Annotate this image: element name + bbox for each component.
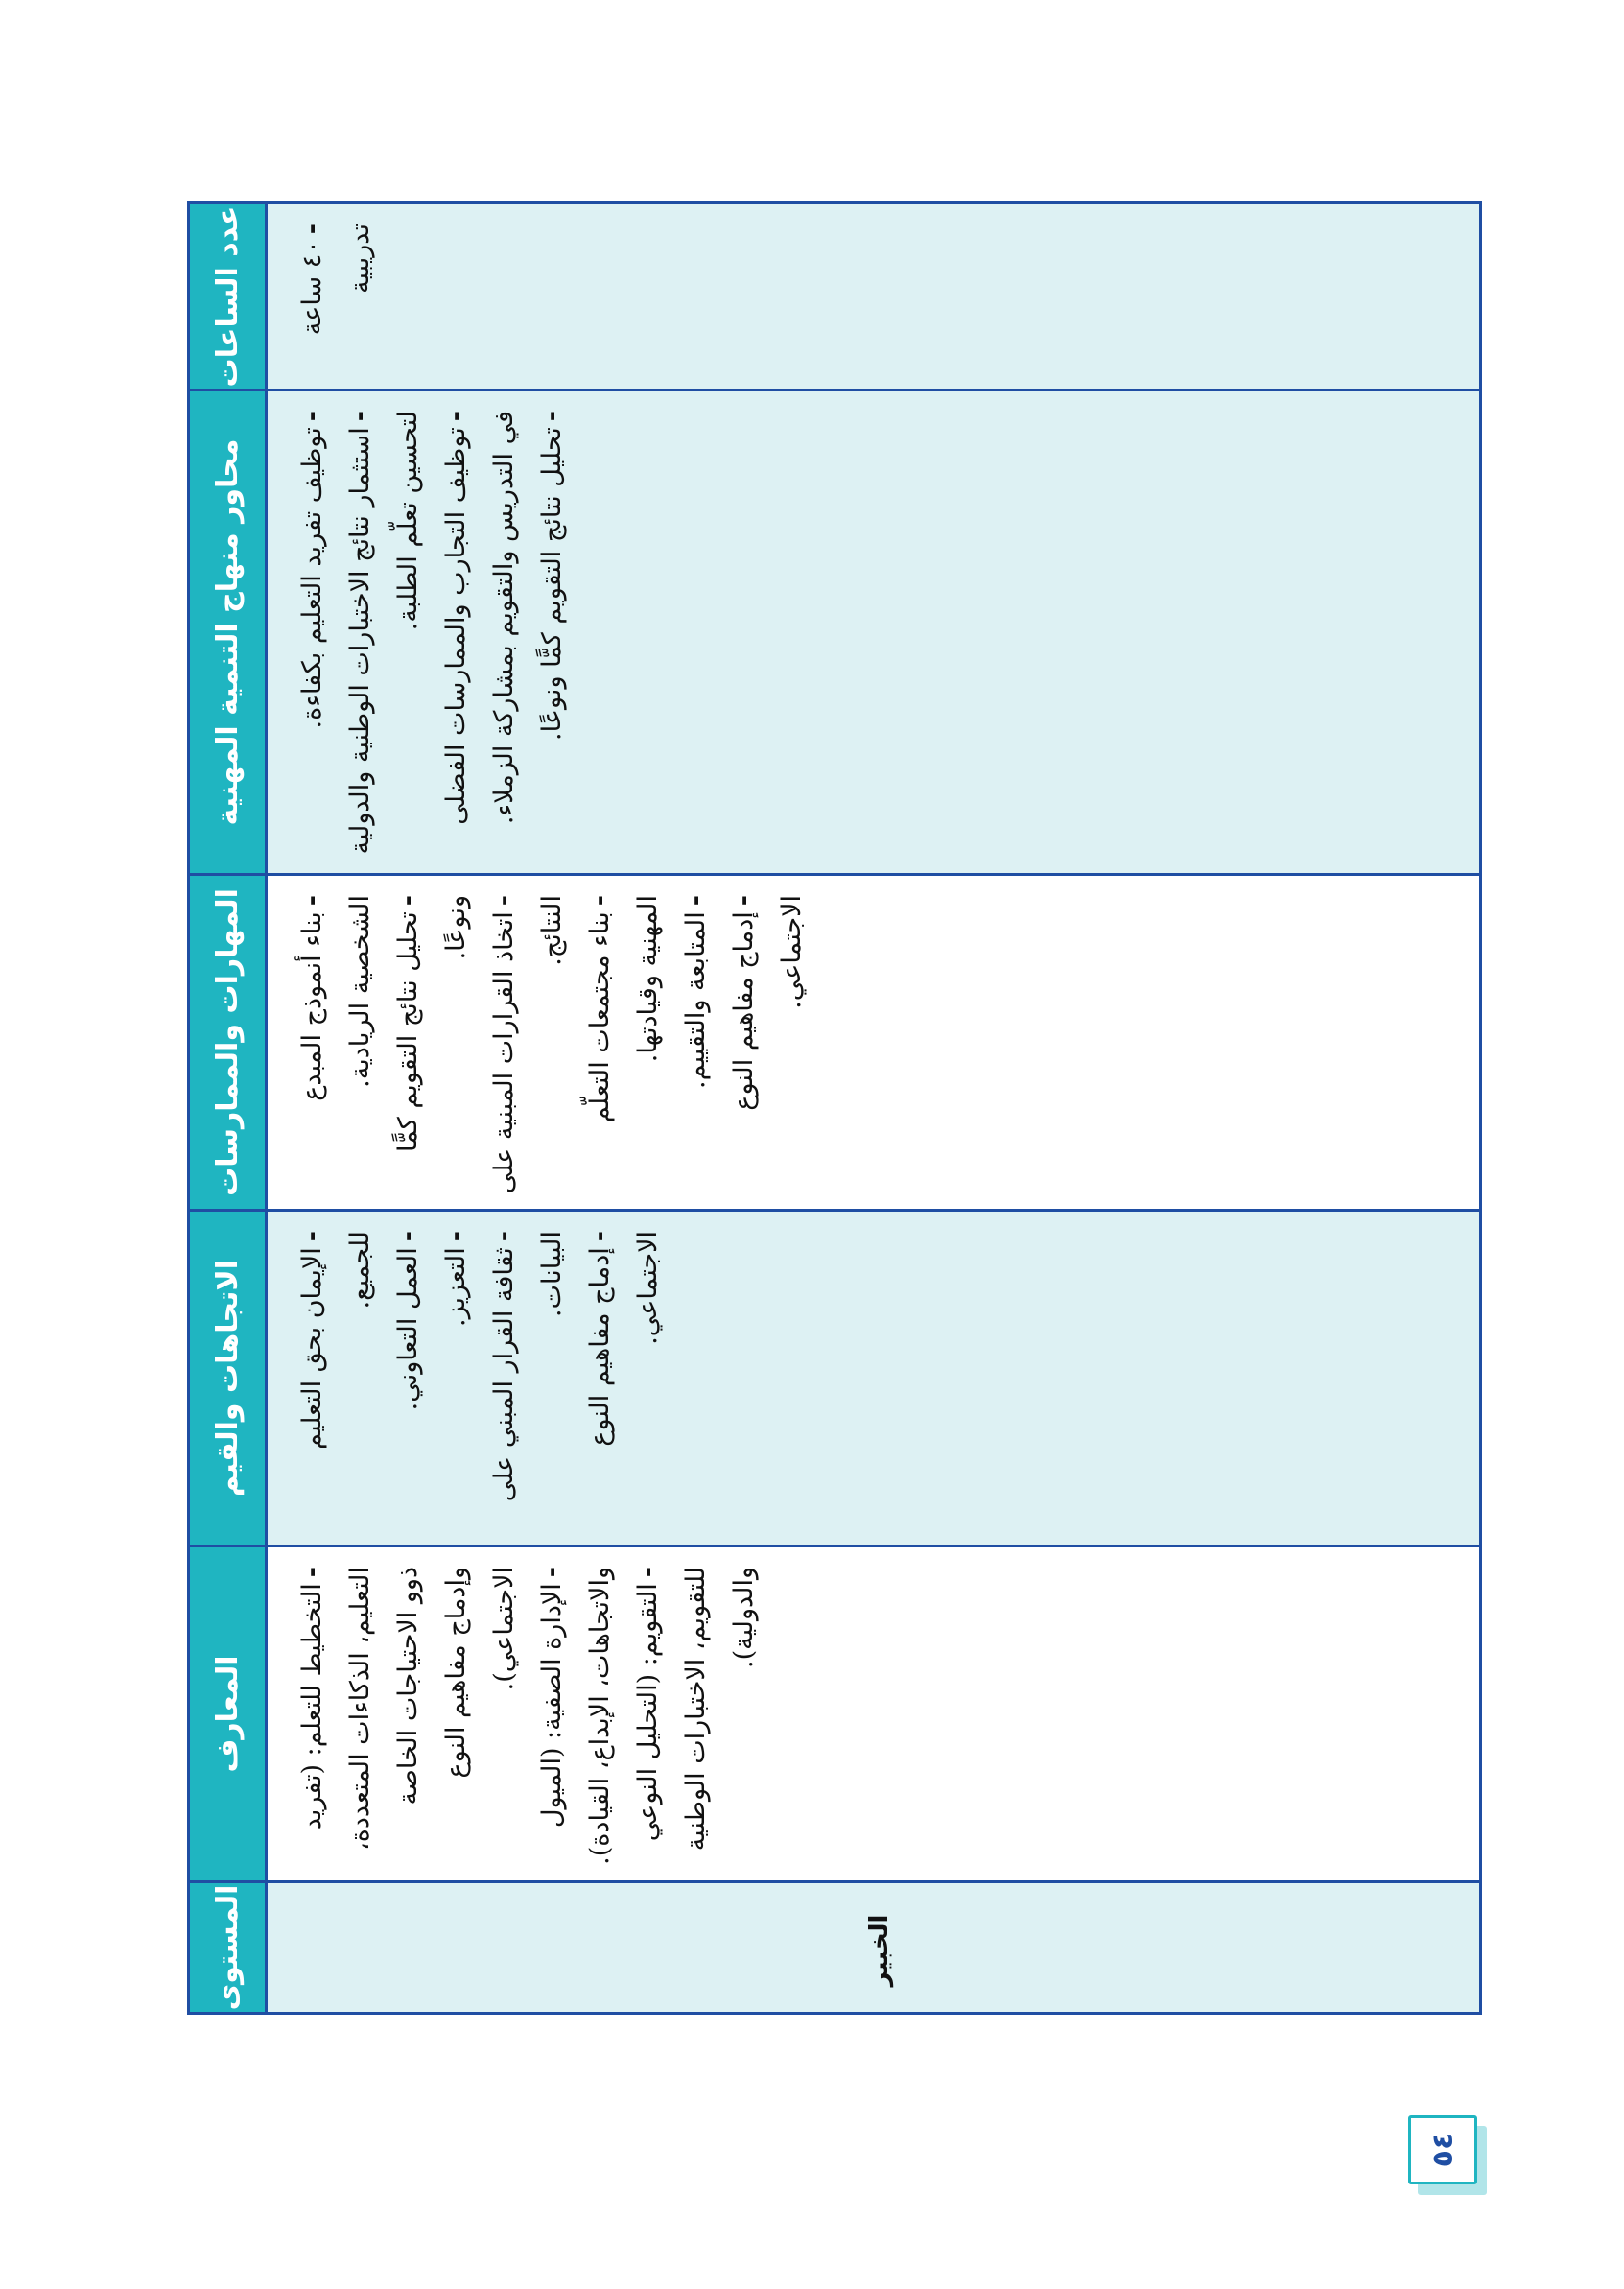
skills-item-text: بناء أنموذج المبدع الشخصية الريادية.: [297, 895, 375, 1101]
bullet-dash: -: [297, 411, 327, 422]
header-skills: المهارات والممارسات: [190, 876, 265, 1212]
axes-item-text: توظيف التجارب والممارسات الفضلى في التدريس والتقويم بمشاركة الزملاء.: [441, 411, 519, 825]
attitudes-item-text: الإيمان بحق التعليم للجميع.: [297, 1231, 375, 1450]
attitudes-item: [289, 1231, 385, 1531]
bullet-dash: -: [537, 1567, 567, 1578]
skills-item-text: المتابعة والتقييم.: [681, 911, 711, 1089]
attitudes-item: [577, 1231, 672, 1531]
skills-item-text: اتخاذ القرارات المبنية على النتائج.: [489, 895, 567, 1194]
skills-item: [577, 895, 672, 1195]
axes-item: [337, 411, 433, 860]
attitudes-item-text: التعزيز.: [441, 1247, 471, 1328]
bullet-dash: -: [585, 895, 615, 907]
knowledge-item-text: التخطيط للتعلم: (تفريد التعليم، الذكاءات المتعددة، ذوو الاحتياجات الخاصة وإدماج مفاهيم النوع الاجتماعي).: [297, 1567, 519, 1851]
header-axes: محاور منهاج التنمية المهنية: [190, 391, 265, 876]
skills-cell: [268, 876, 1479, 1212]
attitudes-item: [385, 1231, 433, 1531]
table-header-row: [190, 204, 268, 2012]
knowledge-item: [529, 1567, 624, 1867]
knowledge-item-text: التقويم: (التحليل النوعي للتقويم، الاختبارات الوطنية والدولية).: [633, 1567, 759, 1852]
axes-item-text: تحليل نتائج التقويم كمًّا ونوعًا.: [537, 427, 567, 741]
axes-item: [433, 411, 529, 860]
bullet-dash: -: [729, 895, 759, 907]
attitudes-item-text: إدماج مفاهيم النوع الاجتماعي.: [585, 1231, 663, 1447]
bullet-dash: -: [441, 411, 471, 422]
attitudes-item-text: العمل التعاوني.: [393, 1247, 423, 1411]
bullet-dash: -: [345, 411, 375, 422]
hours-text: ٤٠ ساعة تدريبية: [297, 224, 375, 336]
hours-item: [289, 224, 385, 375]
skills-item: [672, 895, 720, 1195]
bullet-dash: -: [537, 411, 567, 422]
header-attitudes: الاتجاهات والقيم: [190, 1212, 265, 1547]
skills-item-text: إدماج مفاهيم النوع الاجتماعي.: [729, 895, 807, 1111]
attitudes-cell: [268, 1212, 1479, 1547]
skills-item: [720, 895, 816, 1195]
bullet-dash: -: [297, 1567, 327, 1578]
bullet-dash: -: [585, 1231, 615, 1242]
bullet-dash: -: [297, 224, 327, 235]
bullet-dash: -: [489, 895, 519, 907]
hours-cell: [268, 204, 1479, 391]
header-knowledge: المعارف: [190, 1547, 265, 1883]
skills-item-text: تحليل نتائج التقويم كمًّا ونوعًا.: [393, 895, 471, 1152]
axes-cell: [268, 391, 1479, 876]
competency-table: [187, 201, 1482, 2015]
page-number: ٥٤: [1408, 2115, 1477, 2184]
knowledge-item-text: الإدارة الصفية: (الميول والاتجاهات، الإبداع، القيادة).: [537, 1567, 615, 1865]
level-text: الخبير: [864, 1914, 894, 1987]
bullet-dash: -: [633, 1567, 663, 1578]
axes-item-text: توظيف تفريد التعليم بكفاءة.: [297, 427, 327, 729]
bullet-dash: -: [441, 1231, 471, 1242]
skills-item-text: بناء مجتمعات التعلّم المهنية وقيادتها.: [585, 895, 663, 1123]
bullet-dash: -: [393, 895, 423, 907]
axes-item: [529, 411, 577, 860]
knowledge-cell: [268, 1547, 1479, 1883]
competency-table-wrapper: [187, 201, 1482, 2015]
bullet-dash: -: [297, 895, 327, 907]
skills-item: [289, 895, 385, 1195]
skills-item: [385, 895, 481, 1195]
bullet-dash: -: [393, 1231, 423, 1242]
level-cell: [268, 1883, 1479, 2012]
axes-item: [289, 411, 337, 860]
table-body-row: [268, 204, 1479, 2012]
axes-item-text: استثمار نتائج الاختبارات الوطنية والدولية لتحسين تعلّم الطلبة.: [345, 411, 423, 855]
bullet-dash: -: [489, 1231, 519, 1242]
attitudes-item-text: ثقافة القرار المبني على البيانات.: [489, 1231, 567, 1502]
header-hours: عدد الساعات: [190, 204, 265, 391]
knowledge-item: [289, 1567, 529, 1867]
attitudes-item: [433, 1231, 481, 1531]
attitudes-item: [481, 1231, 577, 1531]
skills-item: [481, 895, 577, 1195]
bullet-dash: -: [297, 1231, 327, 1242]
knowledge-item: [624, 1567, 768, 1867]
bullet-dash: -: [681, 895, 711, 907]
header-level: المستوى: [210, 1884, 245, 2011]
